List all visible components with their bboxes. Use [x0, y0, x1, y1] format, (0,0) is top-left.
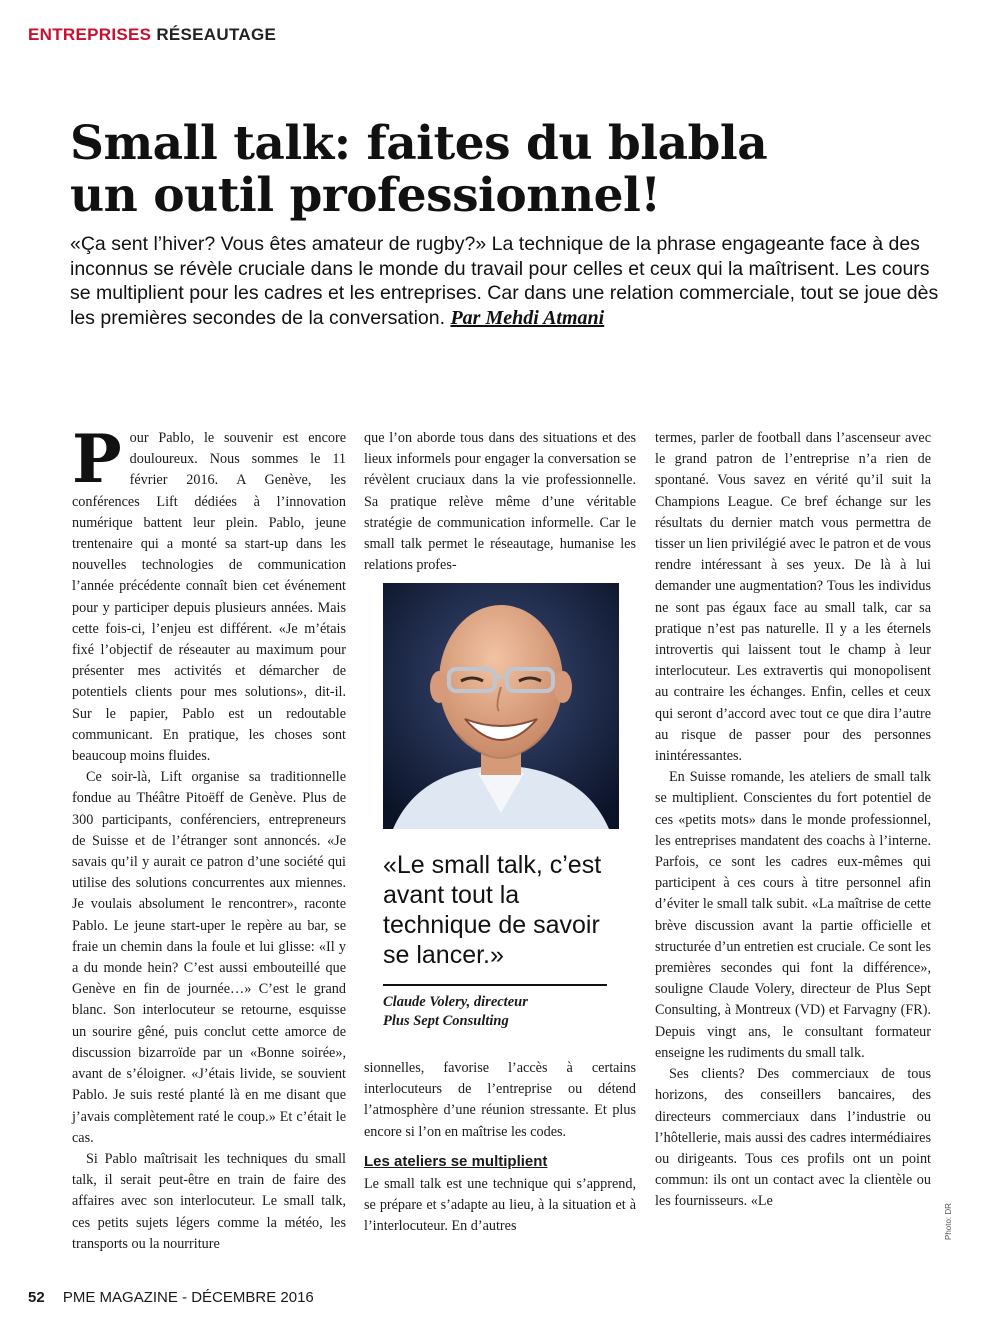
column-2-top: [364, 428, 636, 576]
pull-quote: «Le small talk, c’est avant tout la technique de savoir se lancer.»: [383, 851, 602, 969]
paragraph: Ses clients? Des commerciaux de tous horizons, des conseillers bancaires, des directeurs commerciaux dans l’industrie ou l’hôtellerie, mais aussi des cadres intermédiaires ou dirigeants. Tous ces profils ont un point commun: ils ont un contact avec la clientèle ou les fournisseurs. «Le: [655, 1066, 931, 1210]
column-1: [72, 420, 346, 1255]
quote-divider: [383, 984, 607, 986]
drop-cap: P: [72, 420, 122, 498]
paragraph: termes, parler de football dans l’ascenseur avec le grand patron de l’entreprise n’a rien de spontané. Vous savez en vérité qu’il suit la Champions League. Ce bref échange sur les résultats du dernier match vous permettra de tisser un lien privilégié avec le patron et de vous rendre intéressant à ses yeux. De là à lui demander une augmentation? Tous les individus ne sont pas égaux face au small talk, car sa pratique n’est pas naturelle. Il y a les éternels introvertis qui laissent tout le champ à leur interlocuteur. Les extravertis qui monopolisent au contraire les échanges. Enfin, celles et ceux qui seront d’accord avec tout ce que dira l’autre au risque de passer pour des personnes inintéressantes.: [655, 430, 931, 765]
publication-name: PME MAGAZINE - DÉCEMBRE 2016: [62, 1289, 314, 1306]
paragraph: Le small talk est une technique qui s’apprend, se prépare et s’adapte au lieu, à la situation et à l’interlocuteur. En d’autres: [364, 1176, 636, 1235]
column-3: [655, 428, 931, 1213]
paragraph: que l’on aborde tous dans des situations et des lieux informels pour engager la conversation se révèlent cruciaux dans la vie professionnelle. Sa pratique relève même d’une véritable stratégie de communication informelle. Car le small talk permet le réseautage, humanise les relations profes-: [364, 430, 636, 574]
subsection-label: RÉSEAUTAGE: [156, 25, 277, 44]
paragraph-text: our Pablo, le souvenir est encore douloureux. Nous sommes le 11 février 2016. A Genève, les conférences Lift dédiées à l’innovation numérique battent leur plein. Pablo, jeune trentenaire qui a monté sa start-up dans les nouvelles technologies de communication l’année précédente connaît bien cet événement pour y participer depuis plusieurs années. Mais cette fois-ci, l’enjeu est différent. «Je m’étais fixé l’objectif de réseauter au maximum pour présenter mes activités et démarcher de potentiels clients pour mes solutions», dit-il. Sur le papier, Pablo est un redoutable communicant. En pratique, les choses sont beaucoup moins fluides.: [72, 430, 346, 765]
headline-line-1: Small talk: faites du blabla: [70, 116, 768, 171]
paragraph: Ce soir-là, Lift organise sa traditionnelle fondue au Théâtre Pitoëff de Genève. Plus de 300 participants, conférenciers, entrepreneurs de Suisse et de l’étranger sont annoncés. «Je savais qu’il y aurait ce patron d’une société qui utilise des solutions concurrentes aux miennes. Je voulais absolument le rencontrer», raconte Pablo. Le jeune start-uper le repère au bar, se fraie un chemin dans la foule et lui glisse: «Il y a du monde hein? C’est aussi embouteillé que Genève en fin de journée…» C’est le grand blanc. Son interlocuteur se retourne, esquisse un sourire gêné, puis conclut cette amorce de discussion bizarroïde par un «Bonne soirée», avant de s’éloigner. «J’étais livide, se souvient Pablo. Je suis resté planté là en me disant que j’avais complètement raté le coup.» Et c’était le cas.: [72, 769, 346, 1146]
photo-credit: Photo: DR: [944, 1203, 953, 1240]
article-headline: [70, 118, 950, 222]
headline-line-2: un outil professionnel!: [70, 168, 661, 223]
paragraph: Si Pablo maîtrisait les techniques du small talk, il serait peut-être en train de faire des affaires avec son interlocuteur. Le small talk, ces petits sujets légers comme la météo, les transports ou la nourriture: [72, 1150, 346, 1252]
paragraph: sionnelles, favorise l’accès à certains interlocuteurs de l’entreprise ou détend l’atmosphère d’une réunion stressante. Et plus encore si l’on en maîtrise les codes.: [364, 1060, 636, 1140]
page-number: 52: [28, 1289, 45, 1306]
quote-source-line-1: Claude Volery, directeur: [383, 994, 528, 1010]
page-footer: [28, 1289, 314, 1306]
article-lead: [70, 232, 940, 330]
quote-source: [383, 993, 623, 1031]
author-byline: Par Mehdi Atmani: [450, 306, 605, 329]
quote-source-line-2: Plus Sept Consulting: [383, 1013, 509, 1029]
section-header: [28, 25, 276, 45]
paragraph: En Suisse romande, les ateliers de small talk se multiplient. Conscientes du fort potentiel de ces «petits mots» dans le monde professionnel, les entreprises mandatent des coachs à l’interne. Parfois, ce sont les cadres eux-mêmes qui participent à ces cours à titre personnel afin d’éviter le small talk subit. «La maîtrise de cette brève discussion avant la partie officielle et structurée d’un entretien est cruciale. Ce sont les premières secondes qui font la différence», souligne Claude Volery, directeur de Plus Sept Consulting, à Montreux (VD) et Farvagny (FR). Depuis vingt ans, le consultant formateur enseigne les rudiments du small talk.: [655, 769, 931, 1061]
column-2-bottom: [364, 1058, 636, 1238]
portrait-photo: [383, 583, 619, 829]
section-label: ENTREPRISES: [28, 25, 152, 44]
paragraph: [72, 420, 346, 767]
lead-text: «Ça sent l’hiver? Vous êtes amateur de rugby?» La technique de la phrase engageante face à des inconnus se révèle cruciale dans le monde du travail pour celles et ceux qui la maîtrisent. Les cours se multiplient pour les cadres et les entreprises. Car dans une relation commerciale, tout se joue dès les premières secondes de la conversation.: [70, 233, 939, 329]
portrait-illustration: [383, 583, 619, 829]
section-subheading: Les ateliers se multiplient: [364, 1152, 548, 1170]
